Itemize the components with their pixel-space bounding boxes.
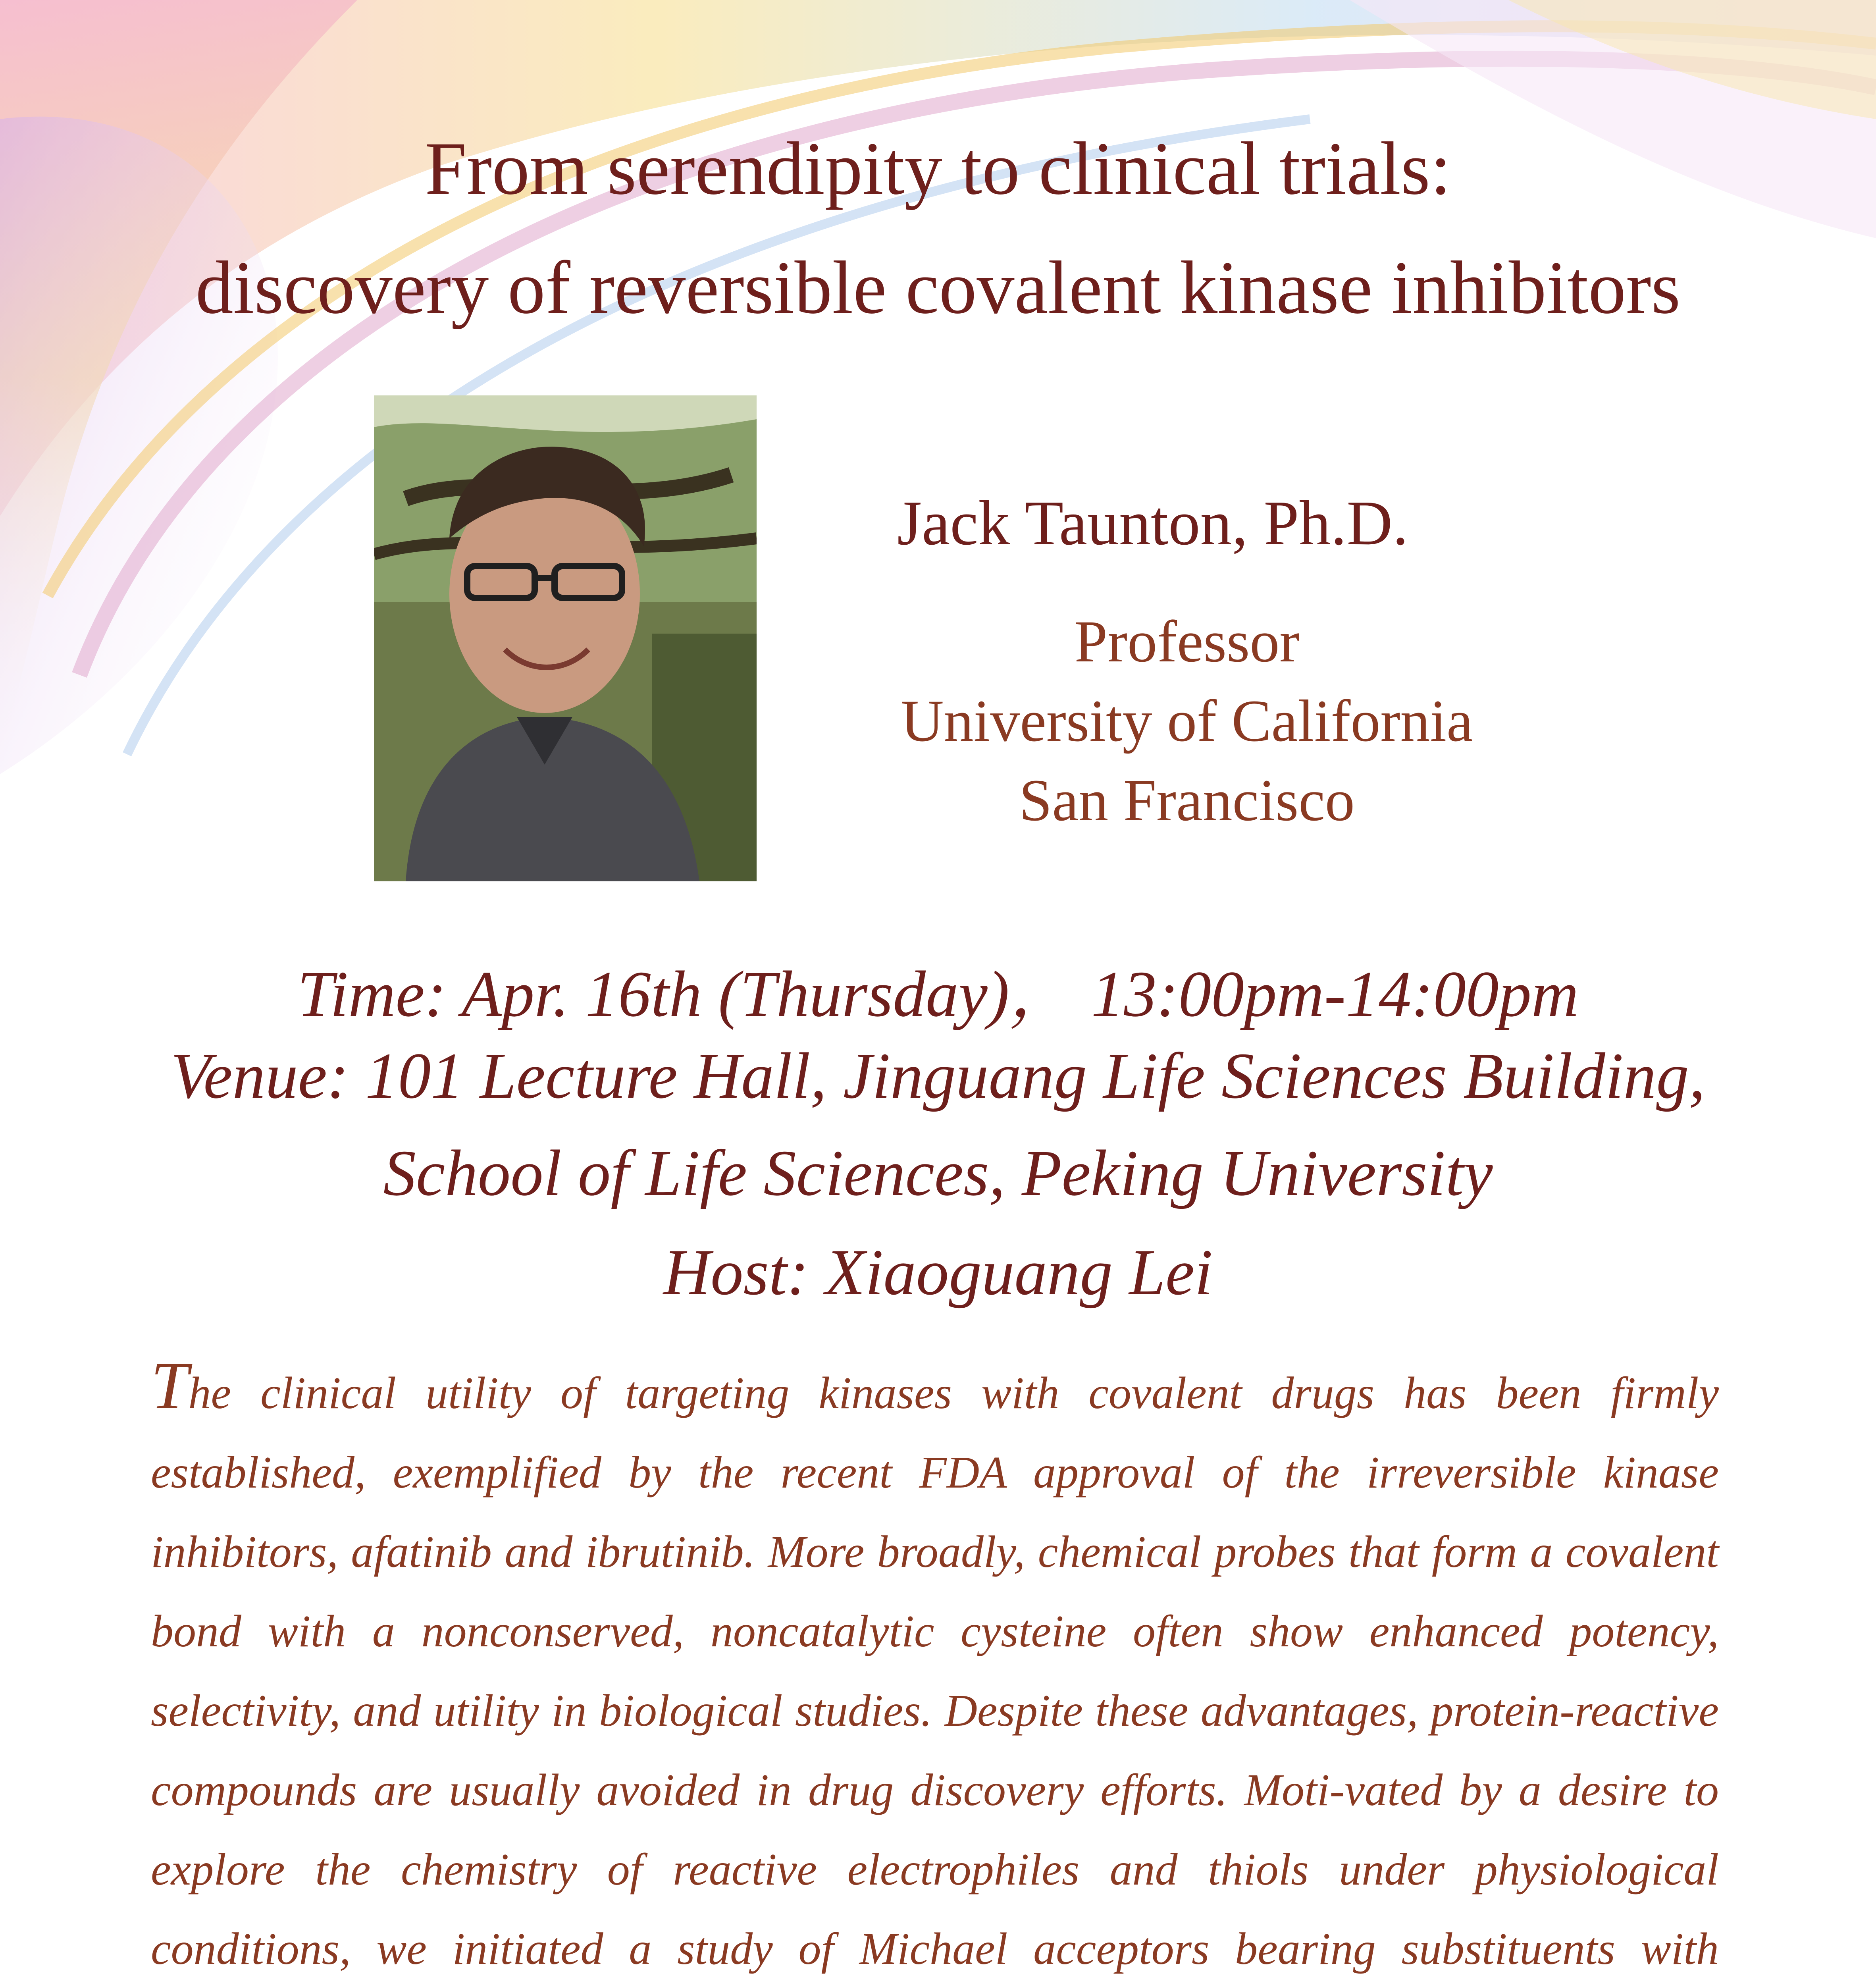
- event-host: Host: Xiaoguang Lei: [663, 1236, 1213, 1309]
- abstract-body: he clinical utility of targeting kinases with covalent drugs has been firmly established, exemplified by the recent FDA approval of the irreversible kinase inhibitors, afatinib and ibrutinib. More broadly, chemical probes that form a covalent bond with a nonconserved, noncatalytic cysteine often show enhanced potency, selectivity, and utility in biological studies. Despite these advantages, protein-reactive compounds are usually avoided in drug discovery efforts. Moti-vated by a desire to explore the chemistry of reactive electrophiles and thiols under physiological conditions, we initiated a study of Michael acceptors bearing substituents with: [151, 1368, 1719, 1974]
- event-venue: Venue: 101 Lecture Hall, Jinguang Life Sciences Building,: [171, 1039, 1705, 1112]
- event-time: Time: Apr. 16th (Thursday)， 13:00pm-14:00pm: [297, 958, 1579, 1030]
- speaker-name: Jack Taunton, Ph.D.: [897, 488, 1408, 558]
- event-school: School of Life Sciences, Peking University: [383, 1137, 1493, 1209]
- speaker-position: Professor: [1074, 609, 1300, 675]
- abstract-drop-cap: T: [151, 1348, 189, 1423]
- speaker-location: San Francisco: [1019, 767, 1355, 833]
- abstract-text: [151, 1346, 1719, 1985]
- speaker-institution: University of California: [901, 688, 1473, 754]
- speaker-photo: [374, 395, 757, 881]
- poster-title-line2: discovery of reversible covalent kinase inhibitors: [195, 246, 1681, 330]
- poster-title-line1: From serendipity to clinical trials:: [425, 127, 1451, 210]
